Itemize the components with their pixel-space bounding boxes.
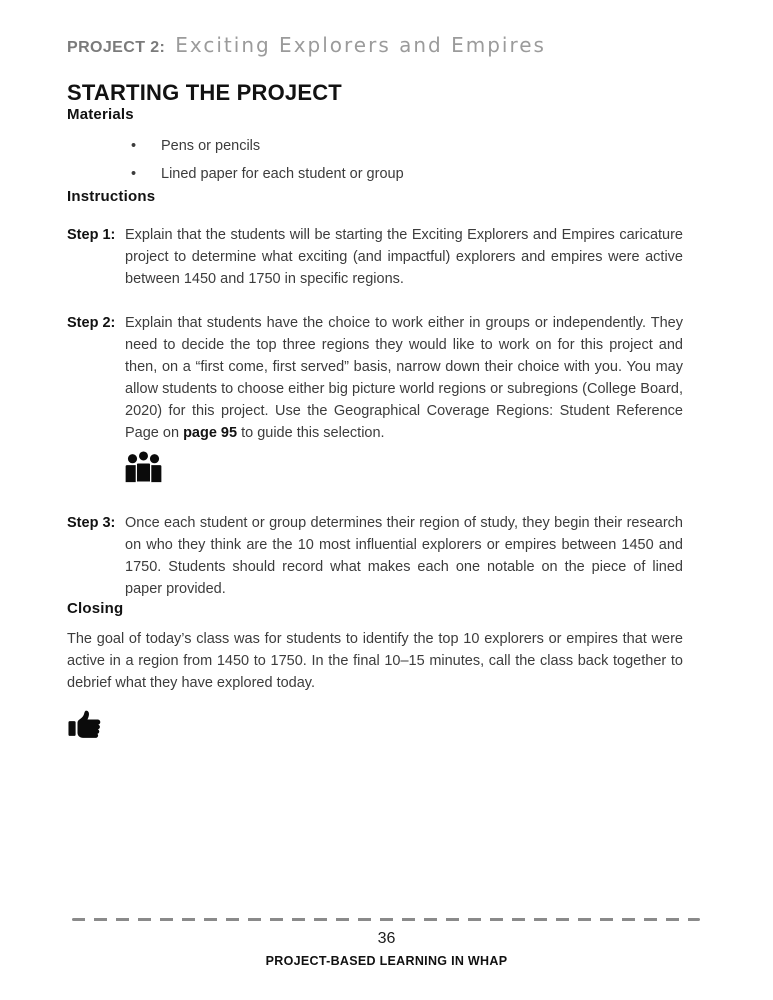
thumbs-up-icon [68,708,683,746]
step-1 [67,224,683,290]
page-footer [0,918,773,1000]
step-text: Once each student or group determines their region of study, they begin their research on who they think are the 10 most influential explorers or empires between 1450 and 1750. Students should record what makes each one notable on the piece of lined paper provided. [125,515,683,597]
page-number: 36 [377,930,396,947]
bullet-icon: • [131,138,137,154]
closing-text: The goal of today’s class was for students to identify the top 10 explorers or empires that were active in a region from 1450 to 1750. In the final 10–15 minutes, call the class back together to debrief what they have explored today. [67,631,683,691]
step-label: Step 1: [67,227,116,243]
project-number-label: PROJECT 2: [67,39,166,56]
project-kicker [67,33,683,57]
step-body [125,312,683,490]
dashed-divider [72,918,700,921]
page-title: STARTING THE PROJECT [67,80,342,105]
step-body [125,224,683,290]
book-title: PROJECT-BASED LEARNING IN WHAP [265,954,508,968]
step-3 [67,512,683,600]
step-label: Step 2: [67,315,116,331]
step-text: Explain that the students will be starting the Exciting Explorers and Empires caricature project to determine what exciting (and impactful) explorers and empires were active between 1450 and 1750 in specific regions. [125,227,683,287]
step-label: Step 3: [67,515,116,531]
list-item [67,161,683,189]
project-title-handwritten: Exciting Explorers and Empires [175,33,546,57]
step-body [125,512,683,600]
closing-heading: Closing [67,600,124,617]
page-content [67,33,683,746]
people-group-icon [125,450,683,490]
materials-heading: Materials [67,106,134,123]
materials-list [67,133,683,188]
step-text-before: Explain that students have the choice to work either in groups or independently. They need to decide the top three regions they would like to work on for this project and then, on a “first come, first served” basis, narrow down their choice with you. You may allow students to choose either big picture world regions or subregions (College Board, 2020) for this project. Use the Geographical Coverage Regions: Student Reference Page on [125,315,683,441]
materials-item-text: Lined paper for each student or group [161,165,404,182]
step-text [125,312,683,444]
step-text-after: to guide this selection. [237,425,385,441]
page-reference-bold: page 95 [183,425,238,441]
list-item [67,133,683,161]
instructions-heading: Instructions [67,188,156,205]
materials-item-text: Pens or pencils [161,138,261,154]
step-2 [67,312,683,490]
bullet-icon: • [131,165,137,182]
